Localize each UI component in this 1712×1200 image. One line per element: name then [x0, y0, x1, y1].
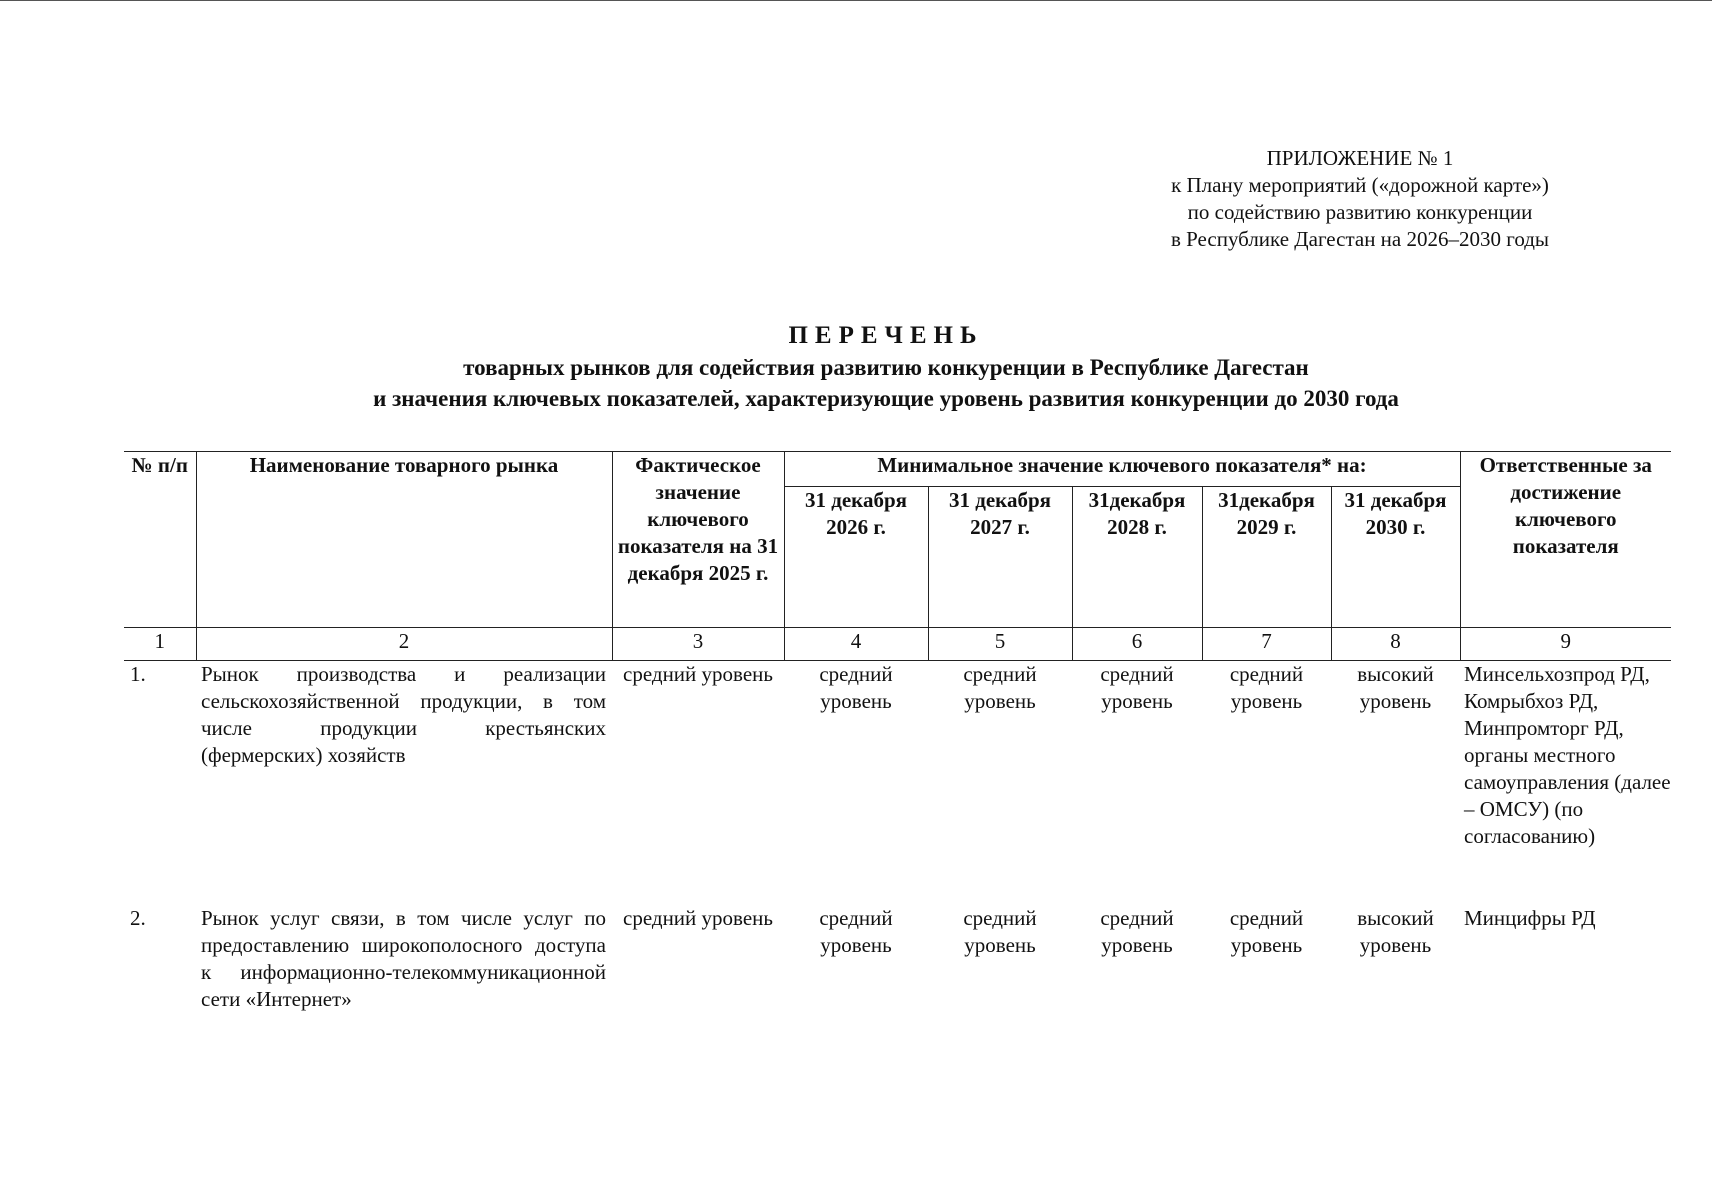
col-number-5: 5: [928, 628, 1072, 661]
table-row: [124, 905, 1671, 1085]
table-row: [124, 661, 1671, 906]
appendix-plan-line: к Плану мероприятий («дорожной карте»): [1171, 173, 1549, 197]
col-number-7: 7: [1202, 628, 1331, 661]
value-2029: средний уровень: [1229, 906, 1304, 957]
header-actual: Фактическое значение ключевого показателя на 31 декабря 2025 г.: [612, 452, 784, 628]
appendix-purpose-line: по содействию развитию конкуренции: [1187, 200, 1533, 224]
col-number-9: 9: [1460, 628, 1671, 661]
header-year-2030: 31 декабря 2030 г.: [1331, 487, 1460, 628]
value-2030: высокий уровень: [1357, 662, 1434, 713]
col-number-3: 3: [612, 628, 784, 661]
actual-value: средний уровень: [623, 662, 773, 686]
header-year-2026: 31 декабря 2026 г.: [784, 487, 928, 628]
col-number-1: 1: [124, 628, 196, 661]
market-name: Рынок производства и реализации сельскохозяйственной продукции, в том числе продукции крестьянских (фермерских) хозяйств: [201, 662, 606, 767]
responsible-bodies: Минцифры РД: [1464, 906, 1596, 930]
header-min-group: Минимальное значение ключевого показателя* на:: [784, 452, 1460, 487]
appendix-number: ПРИЛОЖЕНИЕ № 1: [1266, 146, 1454, 170]
value-2030: высокий уровень: [1357, 906, 1434, 957]
title-line-3: и значения ключевых показателей, характеризующие уровень развития конкуренции до 2030 года: [373, 386, 1399, 411]
appendix-region-line: в Республике Дагестан на 2026–2030 годы: [1170, 227, 1550, 251]
row-number: 1.: [130, 662, 146, 686]
value-2026: средний уровень: [819, 662, 893, 713]
column-numbers-row: [124, 628, 1671, 661]
value-2027: средний уровень: [963, 662, 1037, 713]
header-num: № п/п: [124, 452, 196, 628]
markets-table: [124, 451, 1671, 1085]
value-2028: средний уровень: [1100, 662, 1174, 713]
value-2027: средний уровень: [963, 906, 1037, 957]
title-line-2: товарных рынков для содействия развитию конкуренции в Республике Дагестан: [463, 355, 1309, 380]
scan-edge-line: [0, 0, 1712, 1]
actual-value: средний уровень: [623, 906, 773, 930]
value-2026: средний уровень: [819, 906, 893, 957]
col-number-6: 6: [1072, 628, 1202, 661]
header-year-2027: 31 декабря 2027 г.: [928, 487, 1072, 628]
title-main: ПЕРЕЧЕНЬ: [788, 322, 984, 349]
col-number-8: 8: [1331, 628, 1460, 661]
header-year-2028: 31декабря 2028 г.: [1072, 487, 1202, 628]
col-number-2: 2: [196, 628, 612, 661]
header-row-top: [124, 452, 1671, 487]
header-year-2029: 31декабря 2029 г.: [1202, 487, 1331, 628]
col-number-4: 4: [784, 628, 928, 661]
header-responsible: Ответственные за достижение ключевого показателя: [1460, 452, 1671, 628]
market-name: Рынок услуг связи, в том числе услуг по предоставлению широкополосного доступа к информационно-телекоммуникационной сети «Интернет»: [201, 906, 606, 1011]
value-2029: средний уровень: [1229, 662, 1304, 713]
value-2028: средний уровень: [1100, 906, 1174, 957]
responsible-bodies: Минсельхозпрод РД, Комрыбхоз РД, Минпромторг РД, органы местного самоуправления (далее – ОМСУ) (по согласованию): [1464, 662, 1671, 848]
header-name: Наименование товарного рынка: [196, 452, 612, 628]
document-title: [100, 320, 1672, 414]
appendix-header: [1090, 145, 1630, 253]
row-number: 2.: [130, 906, 146, 930]
